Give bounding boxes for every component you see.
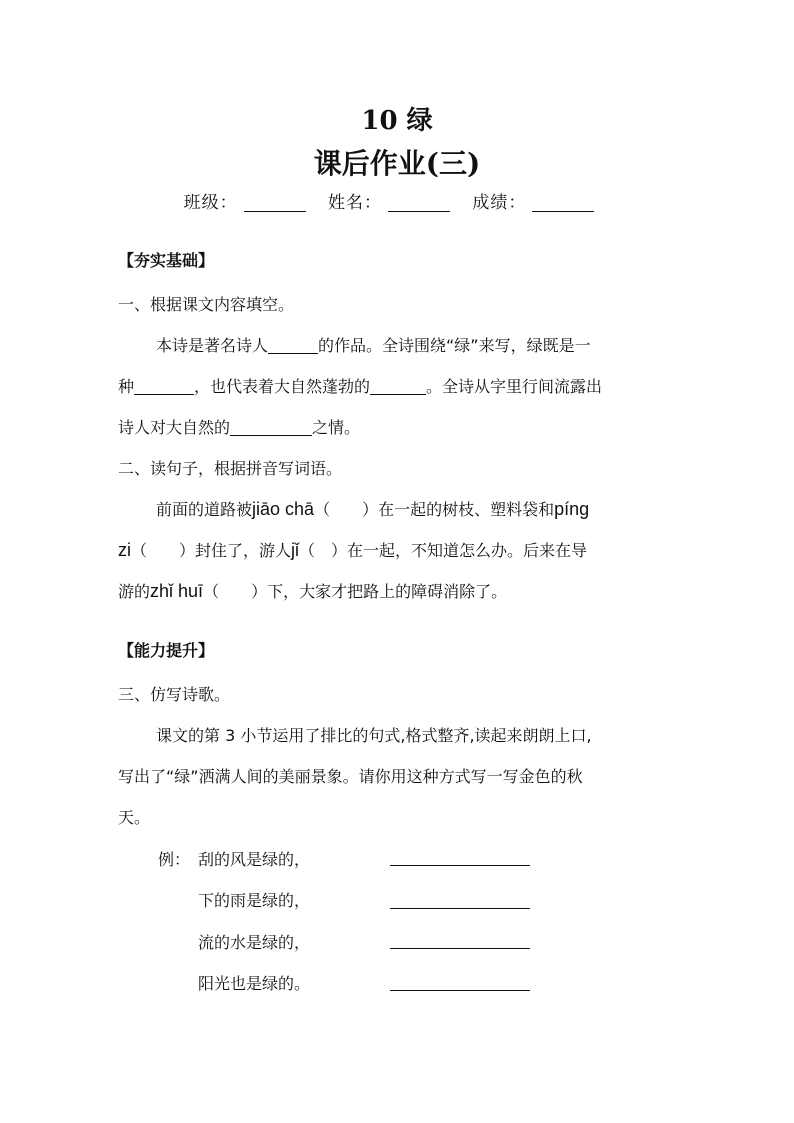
q1-text: 种 <box>118 377 135 396</box>
q3-paragraph-line-3: 天。 <box>118 808 151 827</box>
worksheet-subtitle: 课后作业(三) <box>313 147 481 180</box>
pinyin: zhǐ huī <box>150 581 204 601</box>
q1-text: 的作品。全诗围绕“绿”来写，绿既是一 <box>318 336 591 355</box>
pinyin: zi <box>118 540 131 560</box>
poem-line-3: 流的水是绿的， <box>198 933 311 952</box>
blank[interactable] <box>134 378 194 395</box>
q2-text: 前面的道路被 <box>156 500 253 519</box>
q1-text: 诗人对大自然的 <box>118 418 231 437</box>
q1-line-1 <box>156 333 716 356</box>
class-blank[interactable] <box>244 193 306 212</box>
q3-paragraph-line-2: 写出了“绿”洒满人间的美丽景象。请你用这种方式写一写金色的秋 <box>118 767 583 786</box>
q1-text: 本诗是著名诗人 <box>156 336 269 355</box>
poem-line-1: 刮的风是绿的， <box>198 850 311 869</box>
answer-line-2[interactable] <box>390 907 530 909</box>
q1-line-2 <box>118 374 678 397</box>
answer-line-1[interactable] <box>390 864 530 866</box>
student-info-row <box>0 188 794 213</box>
section-heading-improve: 【能力提升】 <box>118 641 215 660</box>
name-blank[interactable] <box>388 193 450 212</box>
section-heading-basics: 【夯实基础】 <box>118 251 215 270</box>
q2-text: （ ）下，大家才把路上的障碍消除了。 <box>203 582 508 601</box>
poem-line-4: 阳光也是绿的。 <box>198 974 311 993</box>
answer-line-4[interactable] <box>390 989 530 991</box>
pinyin: jǐ <box>291 540 300 560</box>
blank[interactable] <box>370 378 426 395</box>
q3-paragraph-line-1: 课文的第 3 小节运用了排比的句式,格式整齐,读起来朗朗上口, <box>156 726 592 745</box>
q1-line-3 <box>118 415 678 438</box>
example-label: 例： <box>158 850 191 869</box>
score-blank[interactable] <box>532 193 594 212</box>
q2-text: （ ）在一起，不知道怎么办。后来在导 <box>299 541 588 560</box>
question-2-title: 二、读句子，根据拼音写词语。 <box>118 459 343 478</box>
poet-blank[interactable] <box>268 337 318 354</box>
class-label: 班级： <box>183 193 238 213</box>
q2-line-3 <box>118 579 678 602</box>
q2-text: （ ）在一起的树枝、塑料袋和 <box>314 500 555 519</box>
q2-line-1 <box>156 497 716 520</box>
answer-line-3[interactable] <box>390 947 530 949</box>
q2-line-2 <box>118 538 678 561</box>
name-label: 姓名： <box>328 193 382 213</box>
pinyin: jiāo chā <box>252 499 315 519</box>
q1-text: 之情。 <box>312 418 361 437</box>
score-label: 成绩： <box>472 193 527 213</box>
q2-text: （ ）封住了，游人 <box>131 541 292 560</box>
pinyin: píng <box>554 499 590 519</box>
question-1-title: 一、根据课文内容填空。 <box>118 295 295 314</box>
q1-text: 。全诗从字里行间流露出 <box>426 377 603 396</box>
lesson-title: 10 绿 <box>361 106 433 136</box>
q1-text: ，也代表着大自然蓬勃的 <box>194 377 371 396</box>
question-3-title: 三、仿写诗歌。 <box>118 685 231 704</box>
poem-line-2: 下的雨是绿的， <box>198 891 311 910</box>
q2-text: 游的 <box>118 582 151 601</box>
blank[interactable] <box>230 419 312 436</box>
